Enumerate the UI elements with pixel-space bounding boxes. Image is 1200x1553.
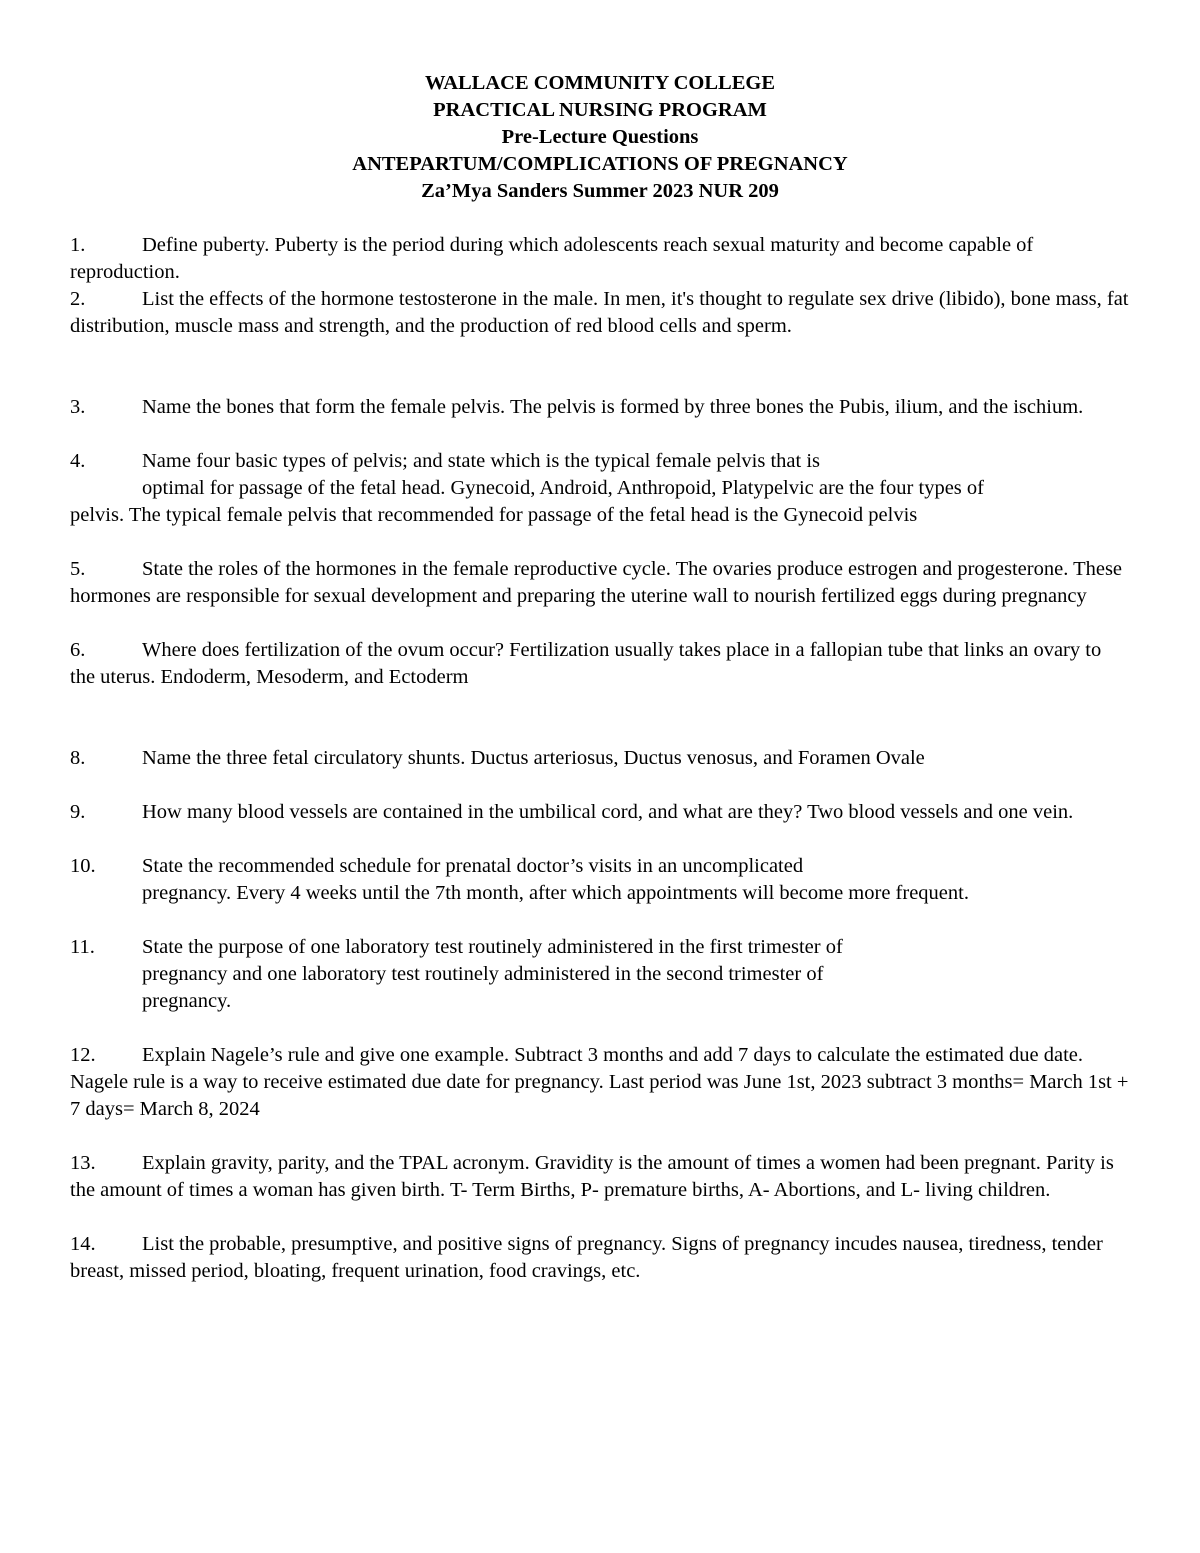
question-text: Where does fertilization of the ovum occur? Fertilization usually takes place in a fallopian tube that links an ovary to the uterus. Endoderm, Mesoderm, and Ectoderm — [70, 639, 1102, 688]
question-number: 8. — [70, 747, 86, 769]
question-text: Name the bones that form the female pelvis. The pelvis is formed by three bones the Pubis, ilium, and the ischium. — [142, 396, 1084, 418]
question-1 — [70, 232, 1130, 286]
question-number: 14. — [70, 1233, 96, 1255]
student-info: Za’Mya Sanders Summer 2023 NUR 209 — [421, 180, 779, 202]
question-14 — [70, 1231, 1130, 1285]
question-text: Explain Nagele’s rule and give one example. Subtract 3 months and add 7 days to calculate the estimated due date. Nagele rule is a way to receive estimated due date for pregnancy. Last period was June 1st, 2023 subtract 3 months= March 1st + 7 days= March 8, 2024 — [70, 1044, 1129, 1120]
college-name: WALLACE COMMUNITY COLLEGE — [424, 72, 776, 94]
question-4 — [70, 448, 1130, 529]
question-text-line-2: pregnancy and one laboratory test routinely administered in the second trimester of — [142, 963, 824, 985]
question-text-line-2: optimal for passage of the fetal head. Gynecoid, Android, Anthropoid, Platypelvic are the four types of — [142, 477, 984, 499]
question-12 — [70, 1042, 1130, 1123]
document-type: Pre-Lecture Questions — [501, 126, 699, 148]
question-5 — [70, 556, 1130, 610]
question-number: 11. — [70, 936, 95, 958]
question-number: 3. — [70, 396, 86, 418]
question-number: 1. — [70, 234, 86, 256]
question-13 — [70, 1150, 1130, 1204]
question-number: 2. — [70, 288, 86, 310]
document-header — [70, 70, 1130, 205]
question-2 — [70, 286, 1130, 340]
question-number: 5. — [70, 558, 86, 580]
question-8 — [70, 745, 1130, 772]
program-name: PRACTICAL NURSING PROGRAM — [433, 99, 767, 121]
question-text-line-1: Name four basic types of pelvis; and state which is the typical female pelvis that is — [142, 450, 821, 472]
question-10 — [70, 853, 1130, 907]
question-number: 10. — [70, 855, 96, 877]
question-9 — [70, 799, 1130, 826]
question-text: List the probable, presumptive, and positive signs of pregnancy. Signs of pregnancy incudes nausea, tiredness, tender breast, missed period, bloating, frequent urination, food cravings, etc. — [70, 1233, 1103, 1282]
question-number: 9. — [70, 801, 86, 823]
document-topic: ANTEPARTUM/COMPLICATIONS OF PREGNANCY — [352, 153, 848, 175]
question-text: How many blood vessels are contained in the umbilical cord, and what are they? Two blood vessels and one vein. — [142, 801, 1074, 823]
question-number: 4. — [70, 450, 86, 472]
question-11 — [70, 934, 1130, 1015]
question-text: List the effects of the hormone testosterone in the male. In men, it's thought to regulate sex drive (libido), bone mass, fat distribution, muscle mass and strength, and the production of red blood cells and sperm. — [70, 288, 1129, 337]
question-number: 12. — [70, 1044, 96, 1066]
question-text-line-3: pregnancy. — [142, 990, 232, 1012]
question-number: 6. — [70, 639, 86, 661]
question-6 — [70, 637, 1130, 691]
document-page — [70, 70, 1130, 1285]
question-number: 13. — [70, 1152, 96, 1174]
question-text-line-1: State the recommended schedule for prenatal doctor’s visits in an uncomplicated — [142, 855, 804, 877]
question-3 — [70, 394, 1130, 421]
question-text: State the roles of the hormones in the female reproductive cycle. The ovaries produce estrogen and progesterone. These hormones are responsible for sexual development and preparing the uterine wall to nourish fertilized eggs during pregnancy — [70, 558, 1123, 607]
question-text-line-2: pregnancy. Every 4 weeks until the 7th month, after which appointments will become more frequent. — [142, 882, 969, 904]
question-text: Name the three fetal circulatory shunts. Ductus arteriosus, Ductus venosus, and Foramen Ovale — [142, 747, 925, 769]
question-text: Explain gravity, parity, and the TPAL acronym. Gravidity is the amount of times a women had been pregnant. Parity is the amount of times a woman has given birth. T- Term Births, P- premature births, A- Abortions, and L- living children. — [70, 1152, 1114, 1201]
question-text-line-3: pelvis. The typical female pelvis that recommended for passage of the fetal head is the Gynecoid pelvis — [70, 504, 918, 526]
question-text: Define puberty. Puberty is the period during which adolescents reach sexual maturity and become capable of reproduction. — [70, 234, 1034, 283]
question-text-line-1: State the purpose of one laboratory test routinely administered in the first trimester of — [142, 936, 843, 958]
